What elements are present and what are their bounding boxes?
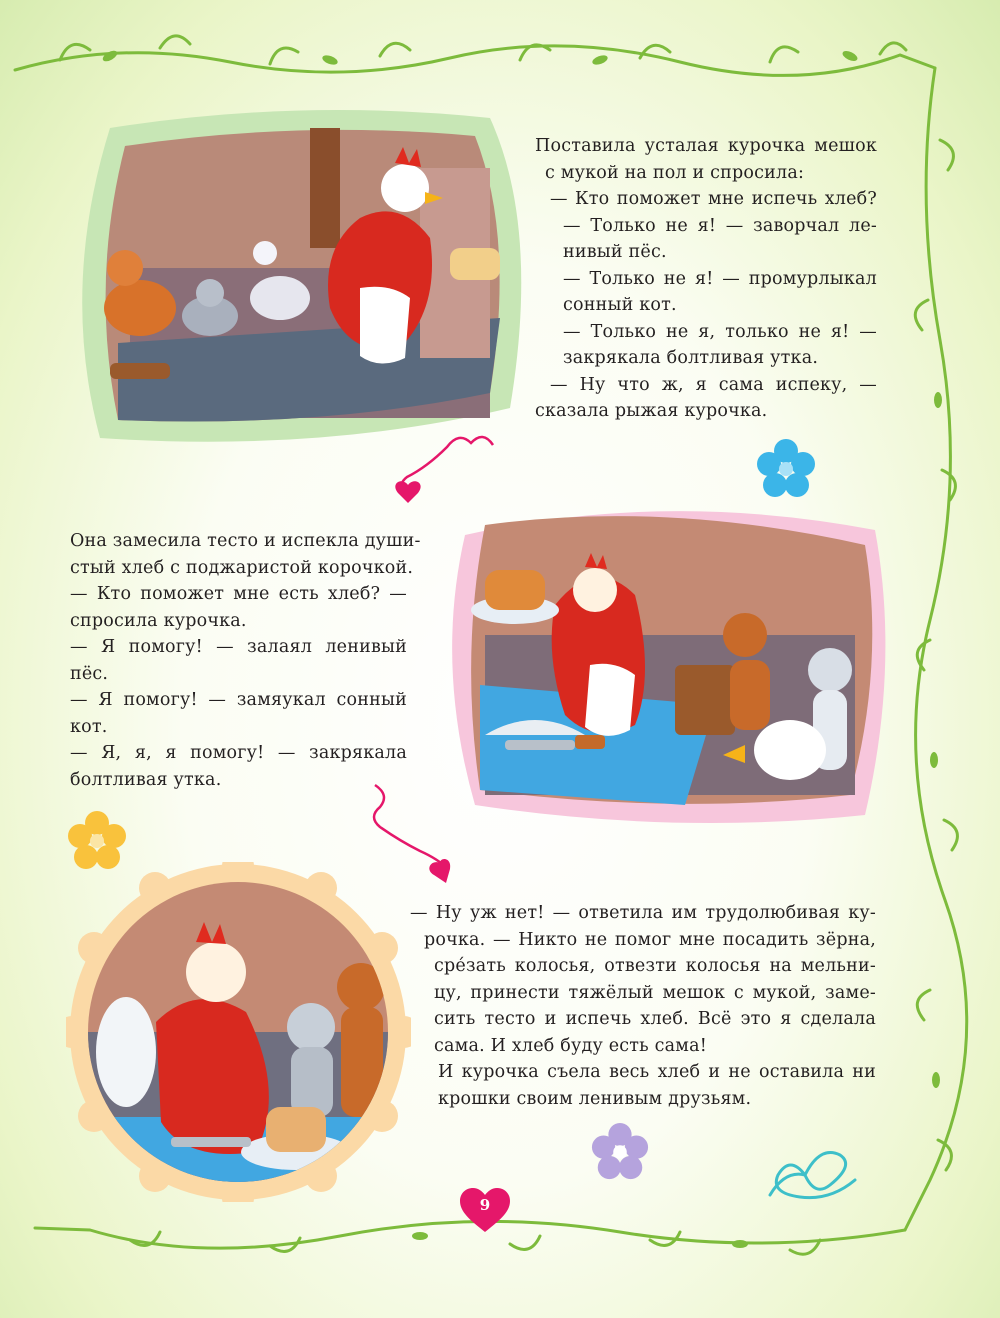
text-line: рочка. — Никто не помог мне посадить зёрна, bbox=[424, 929, 876, 950]
text-line: пёс. bbox=[70, 663, 109, 684]
text-line: — Кто поможет мне испечь хлеб? bbox=[550, 189, 877, 209]
text-line: крошки своим ленивым друзьям. bbox=[438, 1088, 752, 1109]
text-line: кот. bbox=[70, 716, 108, 737]
text-line: — Только не я, только не я! — bbox=[563, 321, 877, 342]
text-line: болтливая утка. bbox=[70, 769, 222, 790]
text-line: сить тесто и испечь хлеб. Всё это я сделала bbox=[434, 1009, 876, 1029]
page-number-heart bbox=[460, 1188, 510, 1234]
purple-flower-icon bbox=[590, 1122, 650, 1182]
text-line: — Ну уж нет! — ответила им трудолюбивая ку- bbox=[410, 903, 876, 923]
text-line: нивый пёс. bbox=[563, 242, 667, 262]
page-number: 9 bbox=[479, 1196, 491, 1214]
text-line: сре́зать колосья, отвезти колосья на мельни- bbox=[434, 956, 876, 976]
story-paragraph-3 bbox=[410, 900, 876, 1112]
swirl-heart-icon bbox=[760, 1135, 860, 1215]
text-line: — Только не я! — промурлыкал bbox=[563, 268, 877, 289]
text-line: закрякала болтливая утка. bbox=[563, 348, 819, 368]
text-line: Поставила усталая курочка мешок bbox=[535, 136, 877, 156]
text-line: — Ну что ж, я сама испеку, — bbox=[550, 374, 877, 395]
story-paragraph-1 bbox=[535, 133, 877, 425]
text-line: цу, принести тяжёлый мешок с мукой, заме- bbox=[434, 982, 876, 1003]
text-line: сказала рыжая курочка. bbox=[535, 401, 768, 421]
text-line: Она замесила тесто и испекла души- bbox=[70, 531, 421, 551]
text-line: — Только не я! — заворчал ле- bbox=[563, 215, 877, 236]
text-line: — Кто поможет мне есть хлеб? — bbox=[70, 584, 407, 604]
text-line: стый хлеб с поджаристой корочкой. bbox=[70, 557, 414, 578]
illustration-hen-kitchen bbox=[70, 108, 532, 448]
illustration-hen-eating-bread bbox=[66, 862, 411, 1202]
text-line: И курочка съела весь хлеб и не оставила ни bbox=[438, 1062, 876, 1082]
illustration-hen-serving-bread bbox=[445, 495, 893, 825]
text-line: с мукой на пол и спросила: bbox=[545, 162, 805, 183]
text-line: спросила курочка. bbox=[70, 610, 247, 631]
text-line: — Я помогу! — замяукал сонный bbox=[70, 690, 407, 710]
text-line: — Я помогу! — залаял ленивый bbox=[70, 637, 407, 657]
story-paragraph-2 bbox=[70, 528, 421, 793]
blue-flower-icon bbox=[755, 438, 817, 500]
text-line: сама. И хлеб буду есть сама! bbox=[434, 1035, 707, 1056]
text-line: — Я, я, я помогу! — закрякала bbox=[70, 743, 407, 763]
text-line: сонный кот. bbox=[563, 295, 677, 315]
